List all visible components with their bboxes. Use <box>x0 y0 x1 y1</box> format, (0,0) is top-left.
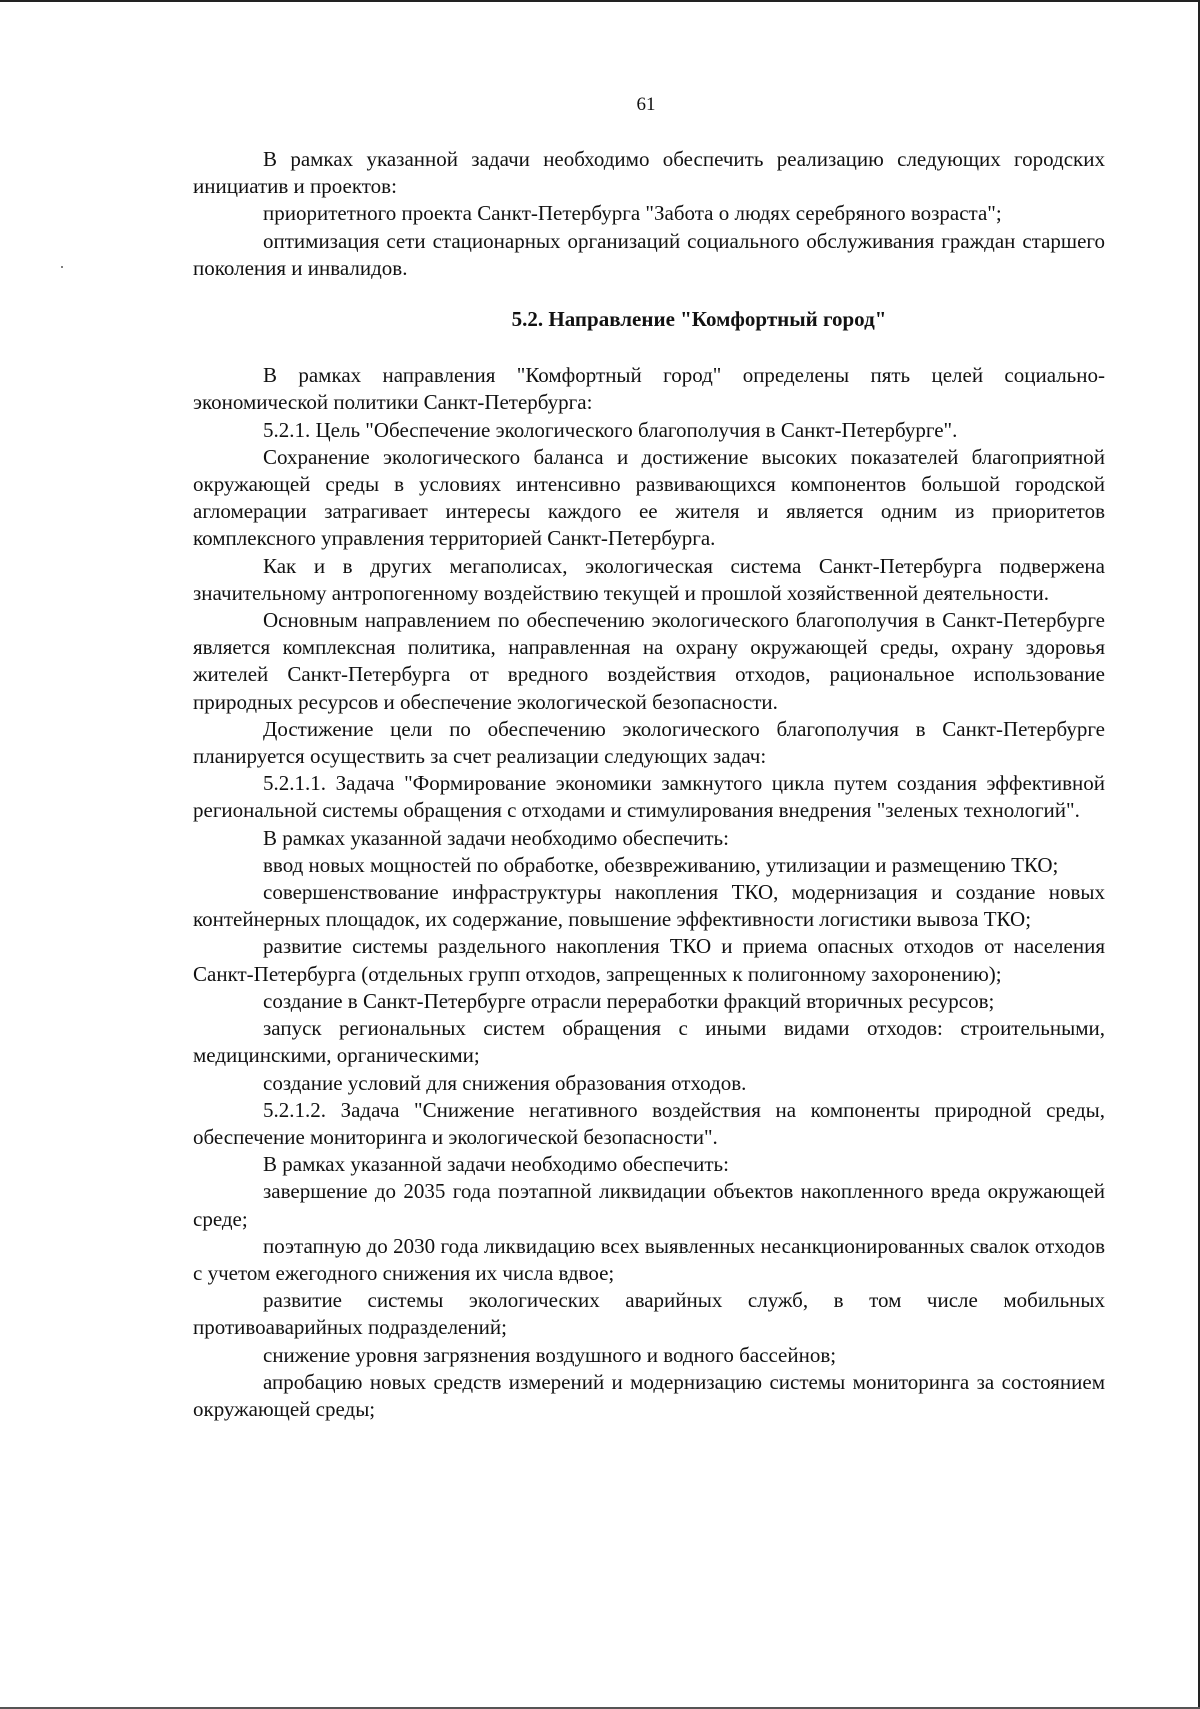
paragraph: Основным направлением по обеспечению экологического благополучия в Санкт-Петербурге является комплексная политика, направленная на охрану окружающей среды, охрану здоровья жителей Санкт-Петербурга от вредного воздействия отходов, рациональное использование природных ресурсов и обеспечение экологической безопасности. <box>193 608 1105 714</box>
paragraph: В рамках указанной задачи необходимо обеспечить реализацию следующих городских инициатив и проектов: <box>193 147 1105 199</box>
paragraph: совершенствование инфраструктуры накопления ТКО, модернизация и создание новых контейнерных площадок, их содержание, повышение эффективности логистики вывоза ТКО; <box>193 880 1105 932</box>
paragraph: создание в Санкт-Петербурге отрасли переработки фракций вторичных ресурсов; <box>263 988 995 1013</box>
paragraph: В рамках указанной задачи необходимо обеспечить: <box>263 1152 729 1177</box>
scan-edge-top <box>0 0 1200 2</box>
paragraph: 5.2.1.1. Задача "Формирование экономики замкнутого цикла путем создания эффективной региональной системы обращения с отходами и стимулирования внедрения "зеленых технологий". <box>193 771 1105 823</box>
paragraph: Сохранение экологического баланса и достижение высоких показателей благоприятной окружающей среды в условиях интенсивно развивающихся компонентов большой городской агломерации затрагивает интересы каждого ее жителя и является одним из приоритетов комплексного управления территорией Санкт-Петербурга. <box>193 444 1105 551</box>
document-body <box>193 146 1105 1423</box>
paragraph: апробацию новых средств измерений и модернизацию системы мониторинга за состоянием окружающей среды; <box>193 1369 1105 1421</box>
paragraph: В рамках направления "Комфортный город" определены пять целей социально-экономической политики Санкт-Петербурга: <box>193 363 1105 415</box>
paragraph: Как и в других мегаполисах, экологическая система Санкт-Петербурга подвержена значительному антропогенному воздействию текущей и прошлой хозяйственной деятельности. <box>193 553 1105 605</box>
paragraph: запуск региональных систем обращения с иными видами отходов: строительными, медицинскими, органическими; <box>193 1016 1105 1068</box>
paragraph: завершение до 2035 года поэтапной ликвидации объектов накопленного вреда окружающей среде; <box>193 1179 1105 1231</box>
paragraph: приоритетного проекта Санкт-Петербурга "Забота о людях серебряного возраста"; <box>263 201 1002 226</box>
paragraph: оптимизация сети стационарных организаций социального обслуживания граждан старшего поколения и инвалидов. <box>193 228 1105 280</box>
paragraph: 5.2.1. Цель "Обеспечение экологического благополучия в Санкт-Петербурге". <box>263 417 958 442</box>
paragraph: снижение уровня загрязнения воздушного и водного бассейнов; <box>263 1342 837 1367</box>
paragraph: поэтапную до 2030 года ликвидацию всех выявленных несанкционированных свалок отходов с учетом ежегодного снижения их числа вдвое; <box>193 1233 1105 1285</box>
paragraph: развитие системы раздельного накопления ТКО и приема опасных отходов от населения Санкт-Петербурга (отдельных групп отходов, запрещенных к полигонному захоронению); <box>193 934 1105 986</box>
paragraph: В рамках указанной задачи необходимо обеспечить: <box>263 825 729 850</box>
paragraph: создание условий для снижения образования отходов. <box>263 1070 747 1095</box>
paragraph: развитие системы экологических аварийных служб, в том числе мобильных противоаварийных подразделений; <box>193 1288 1105 1340</box>
scan-speck <box>61 266 63 268</box>
paragraph: Достижение цели по обеспечению экологического благополучия в Санкт-Петербурге планируется осуществить за счет реализации следующих задач: <box>193 716 1105 769</box>
section-heading: 5.2. Направление "Комфортный город" <box>511 307 887 332</box>
paragraph: ввод новых мощностей по обработке, обезвреживанию, утилизации и размещению ТКО; <box>263 852 1059 877</box>
page-number: 61 <box>636 94 656 115</box>
paragraph: 5.2.1.2. Задача "Снижение негативного воздействия на компоненты природной среды, обеспечение мониторинга и экологической безопасности". <box>193 1097 1105 1149</box>
